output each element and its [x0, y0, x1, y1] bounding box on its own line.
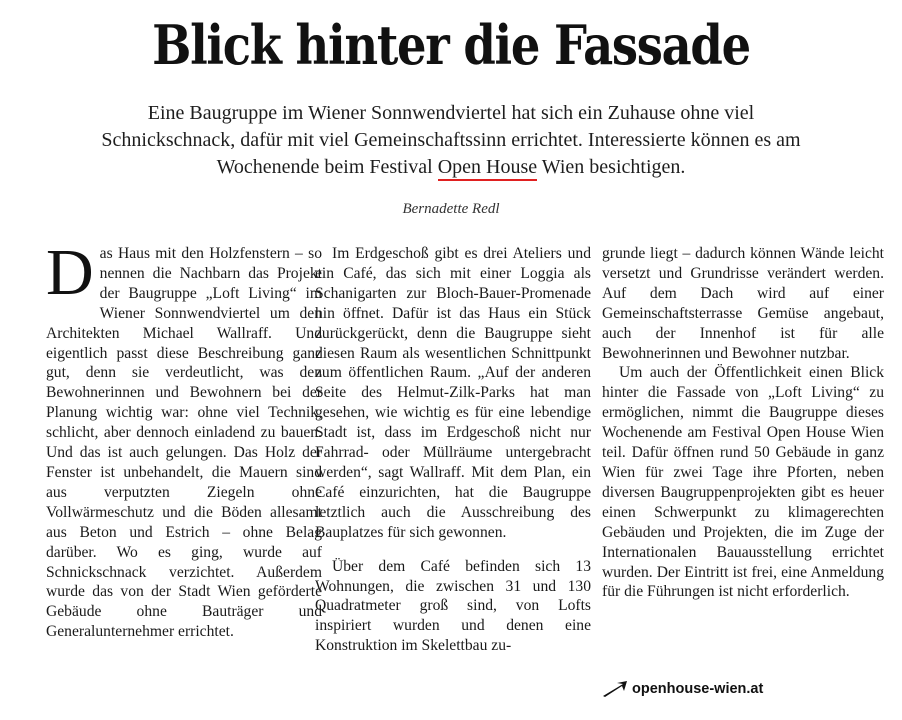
column-3-paragraph-2: Um auch der Öffentlichkeit einen Blick hinter die Fassade von „Loft Living“ zu ermöglichen, nimmt die Baugruppe dieses Wochenende am Festival Open House Wien teil. Dafür öffnen rund 50 Gebäude in ganz Wien für zwei Tage ihre Pforten, neben diversen Baugruppenprojekten gibt es heuer einen Schwerpunkt zu klimagerechten Gebäuden und Projekten, die im Zuge der Internationalen Bauausstellung errichtet wurden. Der Eintritt ist frei, eine Anmeldung für die Führungen ist nicht erforderlich. [602, 364, 884, 601]
lead-highlight-open-house[interactable]: Open House [437, 156, 538, 178]
lead-text-start: Eine Baugruppe im Wiener Sonnwendviertel hat sich ein Zuhause ohne viel Schnickschnack, dafür mit viel Gemeinschaftssinn errichtet. Interessierte können es am Wochenende beim Festival [101, 102, 801, 178]
lead-paragraph [80, 100, 822, 181]
column-3-paragraph-1: grunde liegt – dadurch können Wände leicht versetzt und Grundrisse verändert werden. Auf dem Dach wird auf einer Gemeinschaftsterrasse Gemüse angebaut, auch der Innenhof ist für alle Bewohnerinnen und Bewohner nutzbar. [602, 245, 884, 362]
arrow-icon [602, 681, 628, 697]
website-link[interactable] [602, 678, 763, 700]
column-1-text: as Haus mit den Holzfenstern – so nennen die Nachbarn das Projekt der Baugruppe „Loft Living“ im Wiener Sonnwendviertel um den Architekten Michael Wallraff. Und eigentlich passt diese Beschreibung ganz gut, denn sie verdeutlicht, was den Bewohnerinnen und Bewohnern bei der Planung wichtig war: ohne viel Technik, schlicht, aber dennoch einladend zu bauen. Und das ist auch gelungen. Das Holz der Fenster ist unbehandelt, die Mauern sind aus verputzten Ziegeln ohne Vollwärmeschutz und die Böden allesamt aus Beton und Estrich – ohne Belag darüber. Wo es ging, wurde auf Schnickschnack verzichtet. Außerdem wurde das von der Stadt Wien geförderte Gebäude ohne Bauträger und Generalunternehmer errichtet. [46, 245, 322, 641]
column-2-paragraph-2: Über dem Café befinden sich 13 Wohnungen, die zwischen 31 und 130 Quadratmeter groß sind, von Lofts inspiriert wurden und denen eine Konstruktion im Skelettbau zu- [315, 557, 591, 655]
dropcap: D [46, 236, 94, 309]
byline: Bernadette Redl [402, 201, 500, 217]
column-3 [602, 244, 884, 602]
headline: Blick hinter die Fassade [152, 13, 750, 77]
column-1 [46, 236, 322, 642]
column-2-paragraph-1: Im Erdgeschoß gibt es drei Ateliers und ein Café, das sich mit einer Loggia als Schanigarten zur Bloch-Bauer-Promenade hin öffnet. Dafür ist das Haus ein Stück zurückgerückt, denn die Baugruppe sieht diesen Raum als wesentlichen Schnittpunkt zum öffentlichen Raum. „Auf der anderen Seite des Helmut-Zilk-Parks hat man gesehen, wie wichtig es für eine lebendige Stadt ist, dass im Erdgeschoß nicht nur Fahrrad- oder Müllräume untergebracht werden“, sagt Wallraff. Mit dem Plan, ein Café einzurichten, hat die Baugruppe letztlich auch die Ausschreibung des Bauplatzes für sich gewonnen. [315, 245, 591, 541]
column-1-paragraph [46, 236, 322, 642]
website-link-text[interactable]: openhouse-wien.at [632, 681, 764, 697]
column-2 [315, 244, 591, 656]
lead-text-end: Wien besichtigen. [537, 156, 686, 178]
